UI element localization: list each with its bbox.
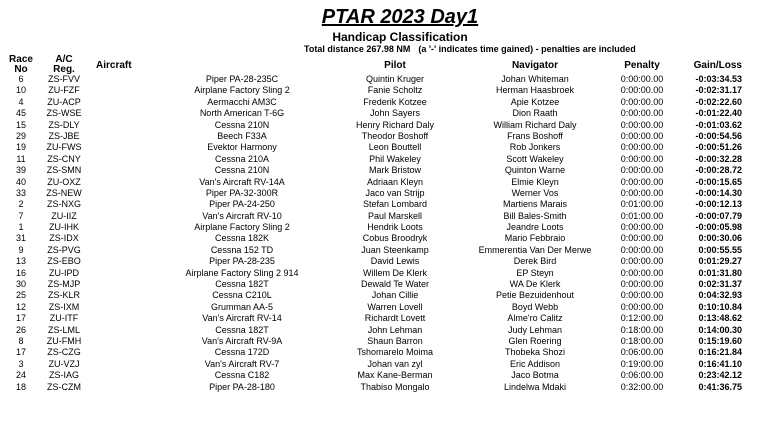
penalty-cell: 0:06:00.00 [620,370,664,381]
table-row [0,370,760,381]
aircraft-cell: Cessna 182T [215,324,269,335]
registration-cell: ZU-FMH [46,335,82,346]
registration-cell: ZS-CZG [47,347,81,358]
table-row [0,154,760,165]
registration-cell: ZS-JBE [48,130,80,141]
pilot-cell: John Lehman [367,324,423,335]
table-row [0,74,760,85]
pilot-cell: Phil Wakeley [369,153,421,164]
aircraft-cell: Van's Aircraft RV-7 [204,358,280,369]
penalty-cell: 0:00:00.00 [620,96,664,107]
gain-loss-cell: 0:23:42.12 [698,370,742,381]
gain-loss-cell: -0:00:14.30 [695,187,742,198]
gain-loss-cell: 0:04:32.93 [698,290,742,301]
registration-cell: ZU-FZF [48,85,80,96]
registration-cell: ZS-CZM [47,381,81,392]
pilot-cell: Tshomarelo Moima [356,347,434,358]
navigator-cell: Martiens Marais [502,199,567,210]
race-no-cell: 17 [15,313,26,324]
race-no-cell: 17 [15,347,26,358]
gain-loss-cell: 0:15:19.60 [698,335,742,346]
registration-cell: ZS-NXG [46,199,81,210]
navigator-cell: Apie Kotzee [510,96,560,107]
penalty-cell: 0:19:00.00 [620,358,664,369]
pilot-cell: Johan Cillie [371,290,419,301]
gain-loss-cell: -0:02:31.17 [695,85,742,96]
aircraft-cell: Piper PA-28-235 [209,256,275,267]
aircraft-cell: Airplane Factory Sling 2 [194,222,290,233]
navigator-cell: Boyd Webb [511,301,559,312]
pilot-cell: Quintin Kruger [365,74,425,84]
table-row [0,165,760,176]
aircraft-cell: Piper PA-24-250 [209,199,275,210]
penalty-cell: 0:00:00.00 [620,176,664,187]
navigator-cell: Eric Addison [509,358,561,369]
gain-loss-cell: -0:00:54.56 [695,130,742,141]
gain-loss-cell: -0:00:32.28 [695,153,742,164]
table-row [0,142,760,153]
table-row [0,347,760,358]
race-no-cell: 45 [15,108,26,119]
pilot-cell: John Sayers [369,108,421,119]
aircraft-cell: Evektor Harmony [207,142,277,153]
race-no-cell: 9 [18,244,24,255]
header-navigator: Navigator [511,60,559,71]
penalty-cell: 0:32:00.00 [620,381,664,392]
penalty-cell: 0:01:00.00 [620,210,664,221]
aircraft-cell: North American T-6G [199,108,285,119]
header-race-line1: Race [9,54,33,65]
gain-loss-cell: 0:10:10.84 [698,301,742,312]
gain-loss-cell: 0:13:48.62 [698,313,742,324]
table-row [0,290,760,301]
gain-loss-cell: -0:00:07.79 [695,210,742,221]
navigator-cell: Emmerentia Van Der Merwe [478,244,592,255]
race-no-cell: 1 [18,222,24,233]
aircraft-cell: Cessna 182K [214,233,270,244]
penalty-cell: 0:06:00.00 [620,347,664,358]
legend-note: (a '-' indicates time gained) - penalties are included [418,44,636,54]
classification-table [0,74,760,393]
race-no-cell: 12 [15,301,26,312]
gain-loss-cell: -0:00:05.98 [695,222,742,233]
aircraft-cell: Cessna 152 TD [210,244,274,255]
penalty-cell: 0:00:00.00 [620,233,664,244]
registration-cell: ZS-FVV [47,74,80,84]
gain-loss-cell: -0:00:12.13 [695,199,742,210]
race-no-cell: 16 [15,267,26,278]
table-row [0,325,760,336]
penalty-cell: 0:18:00.00 [620,335,664,346]
table-row [0,188,760,199]
gain-loss-cell: 0:02:31.37 [698,279,742,290]
pilot-cell: Johan van zyl [367,358,423,369]
navigator-cell: Scott Wakeley [506,153,564,164]
race-no-cell: 6 [18,74,24,84]
race-no-cell: 8 [18,335,24,346]
race-no-cell: 40 [15,176,26,187]
header-pilot: Pilot [384,60,406,71]
penalty-cell: 0:00:00.00 [620,130,664,141]
table-row [0,313,760,324]
navigator-cell: Dion Raath [512,108,558,119]
registration-cell: ZU-ITF [49,313,79,324]
registration-cell: ZS-LML [47,324,80,335]
table-row [0,302,760,313]
navigator-cell: Jaco Botma [511,370,559,381]
table-row [0,108,760,119]
race-no-cell: 31 [15,233,26,244]
header-reg-line1: A/C [55,54,73,65]
race-no-cell: 24 [15,370,26,381]
total-distance: Total distance 267.98 NM [304,44,411,54]
race-no-cell: 7 [18,210,24,221]
aircraft-cell: Cessna C182 [214,370,270,381]
table-row [0,279,760,290]
navigator-cell: Derek Bird [513,256,557,267]
aircraft-cell: Piper PA-28-235C [205,74,279,84]
table-row [0,85,760,96]
gain-loss-cell: -0:00:15.65 [695,176,742,187]
race-no-cell: 19 [15,142,26,153]
pilot-cell: Jaco van Strijp [365,187,425,198]
navigator-cell: Lindelwa Mdaki [503,381,567,392]
registration-cell: ZS-EBO [47,256,81,267]
pilot-cell: Mark Bristow [368,165,421,176]
aircraft-cell: Piper PA-28-180 [209,381,275,392]
aircraft-cell: Grumman AA-5 [210,301,274,312]
penalty-cell: 0:00:00.00 [620,119,664,130]
gain-loss-cell: 0:01:31.80 [698,267,742,278]
table-row [0,177,760,188]
navigator-cell: WA De Klerk [509,279,561,290]
race-no-cell: 15 [15,119,26,130]
pilot-cell: Henry Richard Daly [355,119,435,130]
gain-loss-cell: 0:00:30.06 [698,233,742,244]
navigator-cell: Glen Roering [508,335,562,346]
navigator-cell: William Richard Daly [493,119,577,130]
penalty-cell: 0:00:00.00 [620,301,664,312]
pilot-cell: Richardt Lovett [364,313,426,324]
navigator-cell: Petie Bezuidenhout [495,290,575,301]
table-row [0,359,760,370]
navigator-cell: Rob Jonkers [509,142,561,153]
pilot-cell: Shaun Barron [367,335,423,346]
table-row [0,268,760,279]
penalty-cell: 0:00:00.00 [620,108,664,119]
race-no-cell: 11 [16,153,26,164]
aircraft-cell: Aermacchi AM3C [207,96,277,107]
table-row [0,382,760,393]
penalty-cell: 0:00:00.00 [620,244,664,255]
aircraft-cell: Cessna C210L [212,290,272,301]
gain-loss-cell: -0:00:51.26 [695,142,742,153]
registration-cell: ZS-IXM [48,301,80,312]
penalty-cell: 0:00:00.00 [620,153,664,164]
pilot-cell: Frederik Kotzee [363,96,427,107]
registration-cell: ZU-OXZ [47,176,81,187]
navigator-cell: Quinton Warne [504,165,566,176]
table-row [0,211,760,222]
gain-loss-cell: -0:01:22.40 [695,108,742,119]
pilot-cell: Paul Marskell [367,210,423,221]
registration-cell: ZU-IPD [49,267,79,278]
pilot-cell: Fanie Scholtz [367,85,423,96]
penalty-cell: 0:00:00.00 [620,165,664,176]
navigator-cell: Elmie Kleyn [511,176,559,187]
page-title: PTAR 2023 Day1 [321,6,479,28]
table-row [0,222,760,233]
pilot-cell: Juan Steenkamp [361,244,429,255]
penalty-cell: 0:12:00.00 [620,313,664,324]
aircraft-cell: Van's Aircraft RV-9A [201,335,283,346]
navigator-cell: Judy Lehman [507,324,563,335]
navigator-cell: EP Steyn [516,267,554,278]
page-subtitle: Handicap Classification [332,30,468,44]
navigator-cell: Frans Boshoff [507,130,563,141]
navigator-cell: Mario Febbraio [504,233,566,244]
race-no-cell: 4 [18,96,24,107]
aircraft-cell: Van's Aircraft RV-14A [199,176,285,187]
aircraft-cell: Van's Aircraft RV-14 [202,313,282,324]
registration-cell: ZS-DLY [48,119,80,130]
registration-cell: ZS-SMN [46,165,82,176]
registration-cell: ZS-WSE [46,108,82,119]
penalty-cell: 0:00:00.00 [620,290,664,301]
registration-cell: ZS-MJP [47,279,81,290]
table-row [0,131,760,142]
race-no-cell: 25 [15,290,26,301]
pilot-cell: Adriaan Kleyn [366,176,424,187]
table-row [0,97,760,108]
race-no-cell: 2 [18,199,24,210]
penalty-cell: 0:00:00.00 [620,222,664,233]
pilot-cell: Hendrik Loots [367,222,423,233]
gain-loss-cell: -0:01:03.62 [695,119,742,130]
gain-loss-cell: -0:02:22.60 [695,96,742,107]
registration-cell: ZS-NEW [46,187,82,198]
pilot-cell: Warren Lovell [367,301,423,312]
penalty-cell: 0:00:00.00 [620,267,664,278]
race-no-cell: 13 [15,256,26,267]
navigator-cell: Bill Bales-Smith [503,210,567,221]
table-row [0,245,760,256]
navigator-cell: Thobeka Shozi [504,347,566,358]
pilot-cell: David Lewis [370,256,420,267]
registration-cell: ZS-CNY [47,153,81,164]
penalty-cell: 0:00:00.00 [620,187,664,198]
table-row [0,199,760,210]
gain-loss-cell: -0:00:28.72 [695,165,742,176]
gain-loss-cell: 0:16:41.10 [698,358,742,369]
registration-cell: ZS-KLR [47,290,80,301]
aircraft-cell: Cessna 210N [214,165,270,176]
penalty-cell: 0:00:00.00 [620,256,664,267]
pilot-cell: Cobus Broodryk [362,233,428,244]
race-no-cell: 33 [15,187,26,198]
navigator-cell: Alme'ro Calitz [507,313,563,324]
aircraft-cell: Cessna 182T [215,279,269,290]
header-aircraft: Aircraft [96,60,132,71]
registration-cell: ZU-IHK [49,222,79,233]
table-row [0,336,760,347]
registration-cell: ZU-IIZ [51,210,77,221]
navigator-cell: Herman Haasbroek [495,85,575,96]
penalty-cell: 0:01:00.00 [620,199,664,210]
gain-loss-cell: 0:00:55.55 [698,244,742,255]
aircraft-cell: Cessna 172D [214,347,270,358]
penalty-cell: 0:18:00.00 [620,324,664,335]
race-no-cell: 29 [15,130,26,141]
registration-cell: ZU-VZJ [48,358,80,369]
gain-loss-cell: 0:14:00.30 [698,324,742,335]
pilot-cell: Thabiso Mongalo [360,381,430,392]
aircraft-cell: Piper PA-32-300R [205,187,279,198]
pilot-cell: Willem De Klerk [362,267,427,278]
navigator-cell: Johan Whiteman [501,74,569,84]
pilot-cell: Theodor Boshoff [361,130,429,141]
registration-cell: ZU-ACP [47,96,81,107]
race-no-cell: 10 [15,85,26,96]
navigator-cell: Jeandre Loots [506,222,564,233]
header-race-line2: No [14,64,28,75]
race-no-cell: 3 [18,358,24,369]
table-row [0,120,760,131]
navigator-cell: Werner Vos [511,187,559,198]
aircraft-cell: Airplane Factory Sling 2 [194,85,290,96]
aircraft-cell: Cessna 210N [214,119,270,130]
registration-cell: ZS-IDX [49,233,79,244]
header-reg-line2: Reg. [53,64,75,75]
aircraft-cell: Cessna 210A [214,153,270,164]
pilot-cell: Max Kane-Berman [357,370,433,381]
penalty-cell: 0:00:00.00 [620,85,664,96]
pilot-cell: Dewald Te Water [360,279,430,290]
table-row [0,233,760,244]
registration-cell: ZS-PVG [47,244,81,255]
penalty-cell: 0:00:00.00 [620,142,664,153]
penalty-cell: 0:00:00.00 [620,279,664,290]
race-no-cell: 30 [15,279,26,290]
registration-cell: ZU-FWS [46,142,82,153]
race-no-cell: 39 [15,165,26,176]
registration-cell: ZS-IAG [48,370,79,381]
aircraft-cell: Beech F33A [217,130,267,141]
table-row [0,256,760,267]
header-penalty: Penalty [624,60,660,71]
gain-loss-cell: 0:16:21.84 [698,347,742,358]
pilot-cell: Leon Bouttell [368,142,422,153]
header-gain-loss: Gain/Loss [693,60,742,71]
aircraft-cell: Van's Aircraft RV-10 [202,210,282,221]
pilot-cell: Stefan Lombard [362,199,428,210]
penalty-cell: 0:00:00.00 [620,74,664,84]
gain-loss-cell: -0:03:34.53 [695,74,742,84]
aircraft-cell: Airplane Factory Sling 2 914 [185,267,299,278]
gain-loss-cell: 0:01:29.27 [698,256,742,267]
race-no-cell: 26 [15,324,26,335]
gain-loss-cell: 0:41:36.75 [698,381,742,392]
distance-line [304,44,636,54]
header-race-no [6,55,36,75]
race-no-cell: 18 [15,381,26,392]
header-reg [36,55,92,75]
